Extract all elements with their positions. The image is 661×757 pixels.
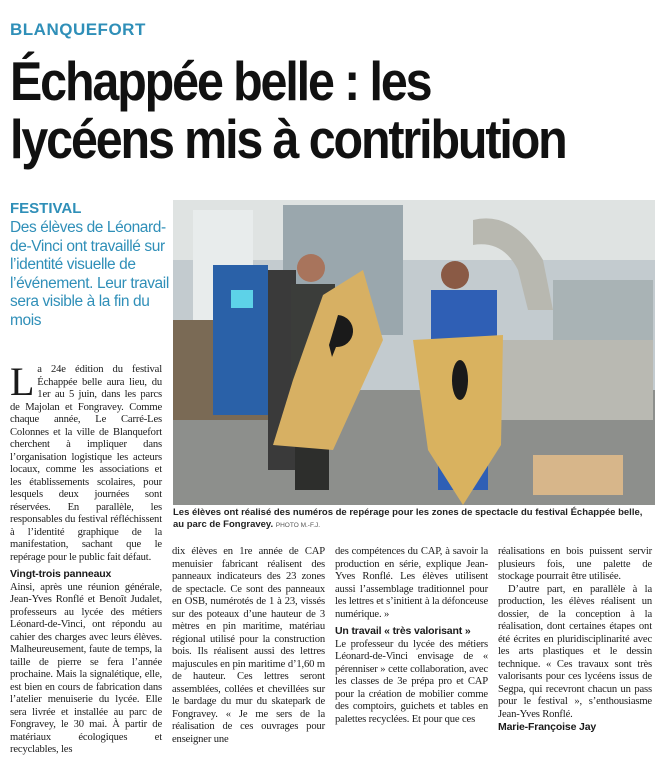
caption-text: Les élèves ont réalisé des numéros de repérage pour les zones de spectacle du festival Échappée belle, au parc de Fongravey. (173, 507, 643, 530)
col1-body: Ainsi, après une réunion générale, Jean-Yves Ronflé et Benoît Judalet, professeurs au lycée des métiers Léonard-de-Vinci, ont répondu au cahier des charges avec leurs élèves. Malheureusement, faute de temps, la taille de pierre se fera l’année prochaine. Mais la signalétique, elle, est bien en cours de fabrication dans l’atelier menuiserie du lycée. Elle sera livrée et installée au parc de Fongravey, le 30 mai. À partir de matériaux écologiques et recyclables, les (10, 581, 162, 755)
subhead-vingt-trois-panneaux: Vingt-trois panneaux (10, 568, 112, 580)
section-tag: FESTIVAL (10, 200, 82, 217)
column-4 (498, 546, 652, 734)
chapo-lead: Des élèves de Léonard-de-Vinci ont travaillé sur l’identité visuelle de l’événement. Leur travail sera visible à la fin du mois (10, 219, 169, 329)
intro-text: a 24e édition du festival Échappée belle aura lieu, du 1er au 5 juin, dans les parcs de Majolan et Fongravey. Comme chaque année, Le Carré-Les Colonnes et la ville de Blanquefort cherchent à impliquer dans l’organisation logistique les acteurs locaux, comme les associations et les établissements scolaires, pour lesquels deux journées sont réservées. En parallèle, les responsables du festival réfléchissent à l’identité graphique de la manifestation, sachant que le repérage pour le public fait défaut. (10, 364, 162, 563)
headline-line-2: lycéens mis à contribution (10, 108, 566, 170)
col3-body-2: Le professeur du lycée des métiers Léonard-de-Vinci envisage de « pérenniser » cette collaboration, avec les classes de 3e prépa pro et CAP pour la création de mobilier comme des comptoirs, guichets et tables en palettes recyclées. Et pour que ces (335, 638, 488, 725)
photo-caption (173, 507, 655, 531)
subhead-tres-valorisant: Un travail « très valorisant » (335, 625, 471, 637)
drop-cap: L (10, 359, 35, 404)
article-photo (173, 200, 655, 505)
workshop-photo-illustration (173, 200, 655, 505)
column-3 (335, 546, 488, 726)
headline (10, 52, 657, 168)
col3-body-1: des compétences du CAP, à savoir la production en série, explique Jean-Yves Ronflé. Les élèves utilisent aussi l’assemblage traditionnel pour les lettres et s’initient à la défonceuse numérique. » (335, 546, 488, 620)
headline-line-1: Échappée belle : les (10, 50, 431, 112)
column-2 (172, 546, 325, 746)
col4-body-2: D’autre part, en parallèle à la production, les élèves réalisent un dossier, de la conception à la réalisation, dont certaines étapes ont été écrites en pluridisciplinarité avec les arts plastiques et le dessin technique. « Ces travaux sont très valorisants pour ces lycéens issus de Segpa, qui recevront chacun un pass pour le festival », s’enthousiasme Jean-Yves Ronflé. (498, 583, 652, 720)
col2-body: dix élèves en 1re année de CAP menuisier fabricant réalisent des panneaux indicateurs des 23 zones de spectacle. Ce sont des panneaux en OSB, numérotés de 1 à 23, vissés sur des poteaux d’une hauteur de 3 mètres en pin maritime, matériau régional utilisé pour la construction bois. Ils réalisent aussi des lettres majuscules en pin maritime d’1,60 m de hauteur. Ces lettres seront assemblées, collées et chevillées sur le bardage du mur du skatepark de Fongravey. « Je me sers de la réalisation de ces ouvrages pour enseigner une (172, 546, 325, 745)
kicker-location: BLANQUEFORT (10, 20, 146, 39)
column-1 (10, 359, 162, 757)
author-signature: Marie-Françoise Jay (498, 721, 597, 733)
intro-paragraph (10, 359, 162, 564)
col4-body-1: réalisations en bois puissent servir plusieurs fois, une palette de stockage pourrait être utilisée. (498, 546, 652, 582)
photo-credit: PHOTO M.-F.J. (275, 521, 321, 529)
